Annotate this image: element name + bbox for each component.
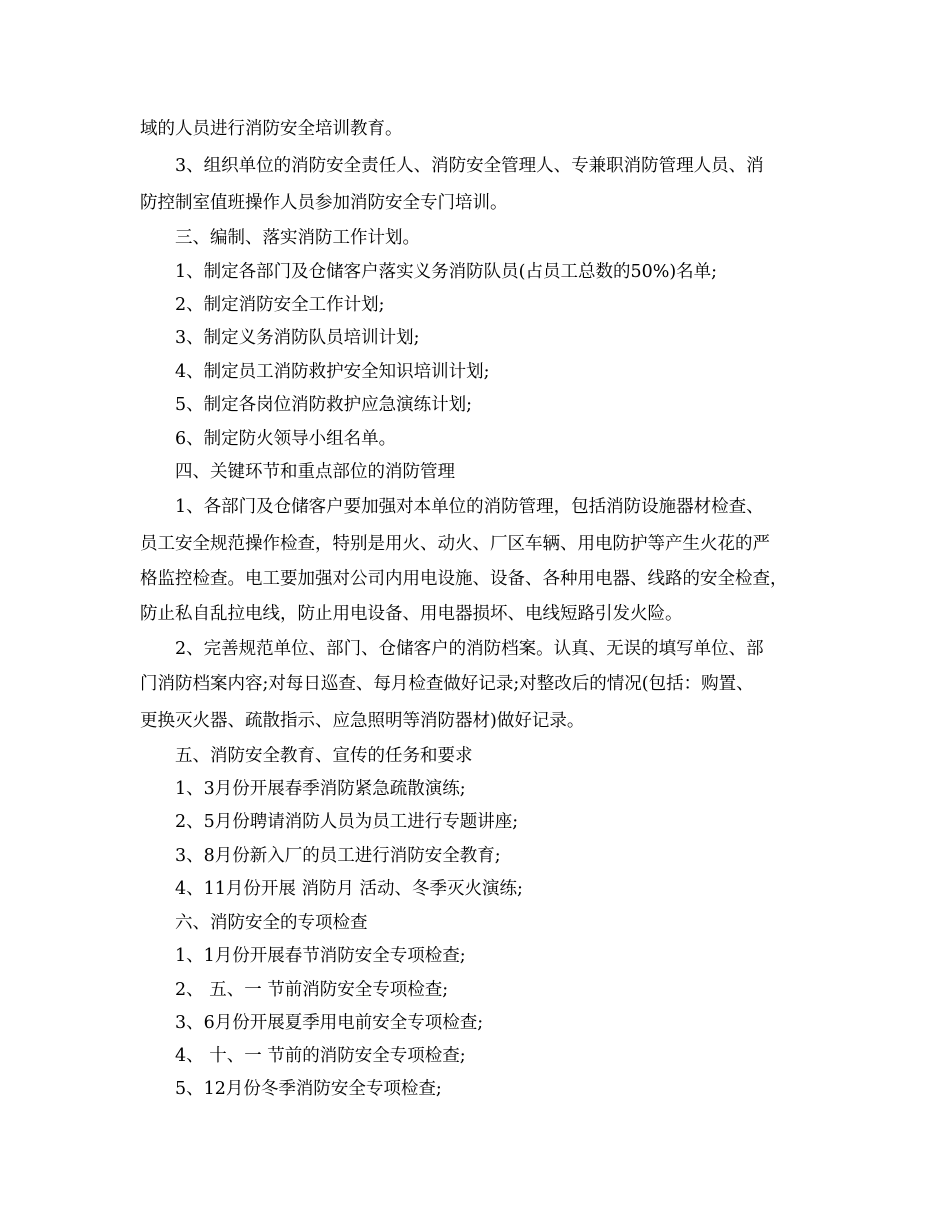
list-item: 4、制定员工消防救护安全知识培训计划; — [175, 362, 490, 382]
list-item: 1、1月份开展春节消防安全专项检查; — [175, 946, 466, 966]
text-line: 防控制室值班操作人员参加消防安全专门培训。 — [140, 193, 508, 213]
section-heading: 六、消防安全的专项检查 — [175, 913, 368, 933]
list-item: 6、制定防火领导小组名单。 — [175, 429, 397, 449]
text-line: 1、各部门及仓储客户要加强对本单位的消防管理，包括消防设施器材检查、 — [175, 497, 764, 517]
text-line: 域的人员进行消防安全培训教育。 — [140, 119, 403, 139]
text-line: 员工安全规范操作检查，特别是用火、动火、厂区车辆、用电防护等产生火花的严 — [140, 534, 770, 554]
section-heading: 三、编制、落实消防工作计划。 — [175, 228, 420, 248]
text-line: 更换灭火器、疏散指示、应急照明等消防器材)做好记录。 — [140, 711, 585, 731]
list-item: 1、制定各部门及仓储客户落实义务消防队员(占员工总数的50%)名单; — [175, 262, 718, 282]
list-item: 5、制定各岗位消防救护应急演练计划; — [175, 395, 473, 415]
section-heading: 五、消防安全教育、宣传的任务和要求 — [175, 746, 473, 766]
text-line: 2、完善规范单位、部门、仓储客户的消防档案。认真、无误的填写单位、部 — [175, 639, 764, 659]
section-heading: 四、关键环节和重点部位的消防管理 — [175, 462, 455, 482]
text-line: 防止私自乱拉电线，防止用电设备、用电器损坏、电线短路引发火险。 — [140, 604, 683, 624]
list-item: 4、11月份开展 消防月 活动、冬季灭火演练; — [175, 879, 523, 899]
list-item: 3、8月份新入厂的员工进行消防安全教育; — [175, 846, 501, 866]
list-item: 2、5月份聘请消防人员为员工进行专题讲座; — [175, 812, 519, 832]
list-item: 4、 十、一 节前的消防安全专项检查; — [175, 1046, 466, 1066]
list-item: 3、制定义务消防队员培训计划; — [175, 328, 420, 348]
list-item: 1、3月份开展春季消防紧急疏散演练; — [175, 779, 466, 799]
text-line: 3、组织单位的消防安全责任人、消防安全管理人、专兼职消防管理人员、消 — [175, 156, 764, 176]
text-line: 门消防档案内容;对每日巡查、每月检查做好记录;对整改后的情况(包括：购置、 — [140, 674, 754, 694]
text-line: 格监控检查。电工要加强对公司内用电设施、设备、各种用电器、线路的安全检查， — [140, 569, 788, 589]
list-item: 3、6月份开展夏季用电前安全专项检查; — [175, 1013, 484, 1033]
list-item: 2、 五、一 节前消防安全专项检查; — [175, 980, 449, 1000]
list-item: 2、制定消防安全工作计划; — [175, 295, 385, 315]
list-item: 5、12月份冬季消防安全专项检查; — [175, 1079, 442, 1099]
